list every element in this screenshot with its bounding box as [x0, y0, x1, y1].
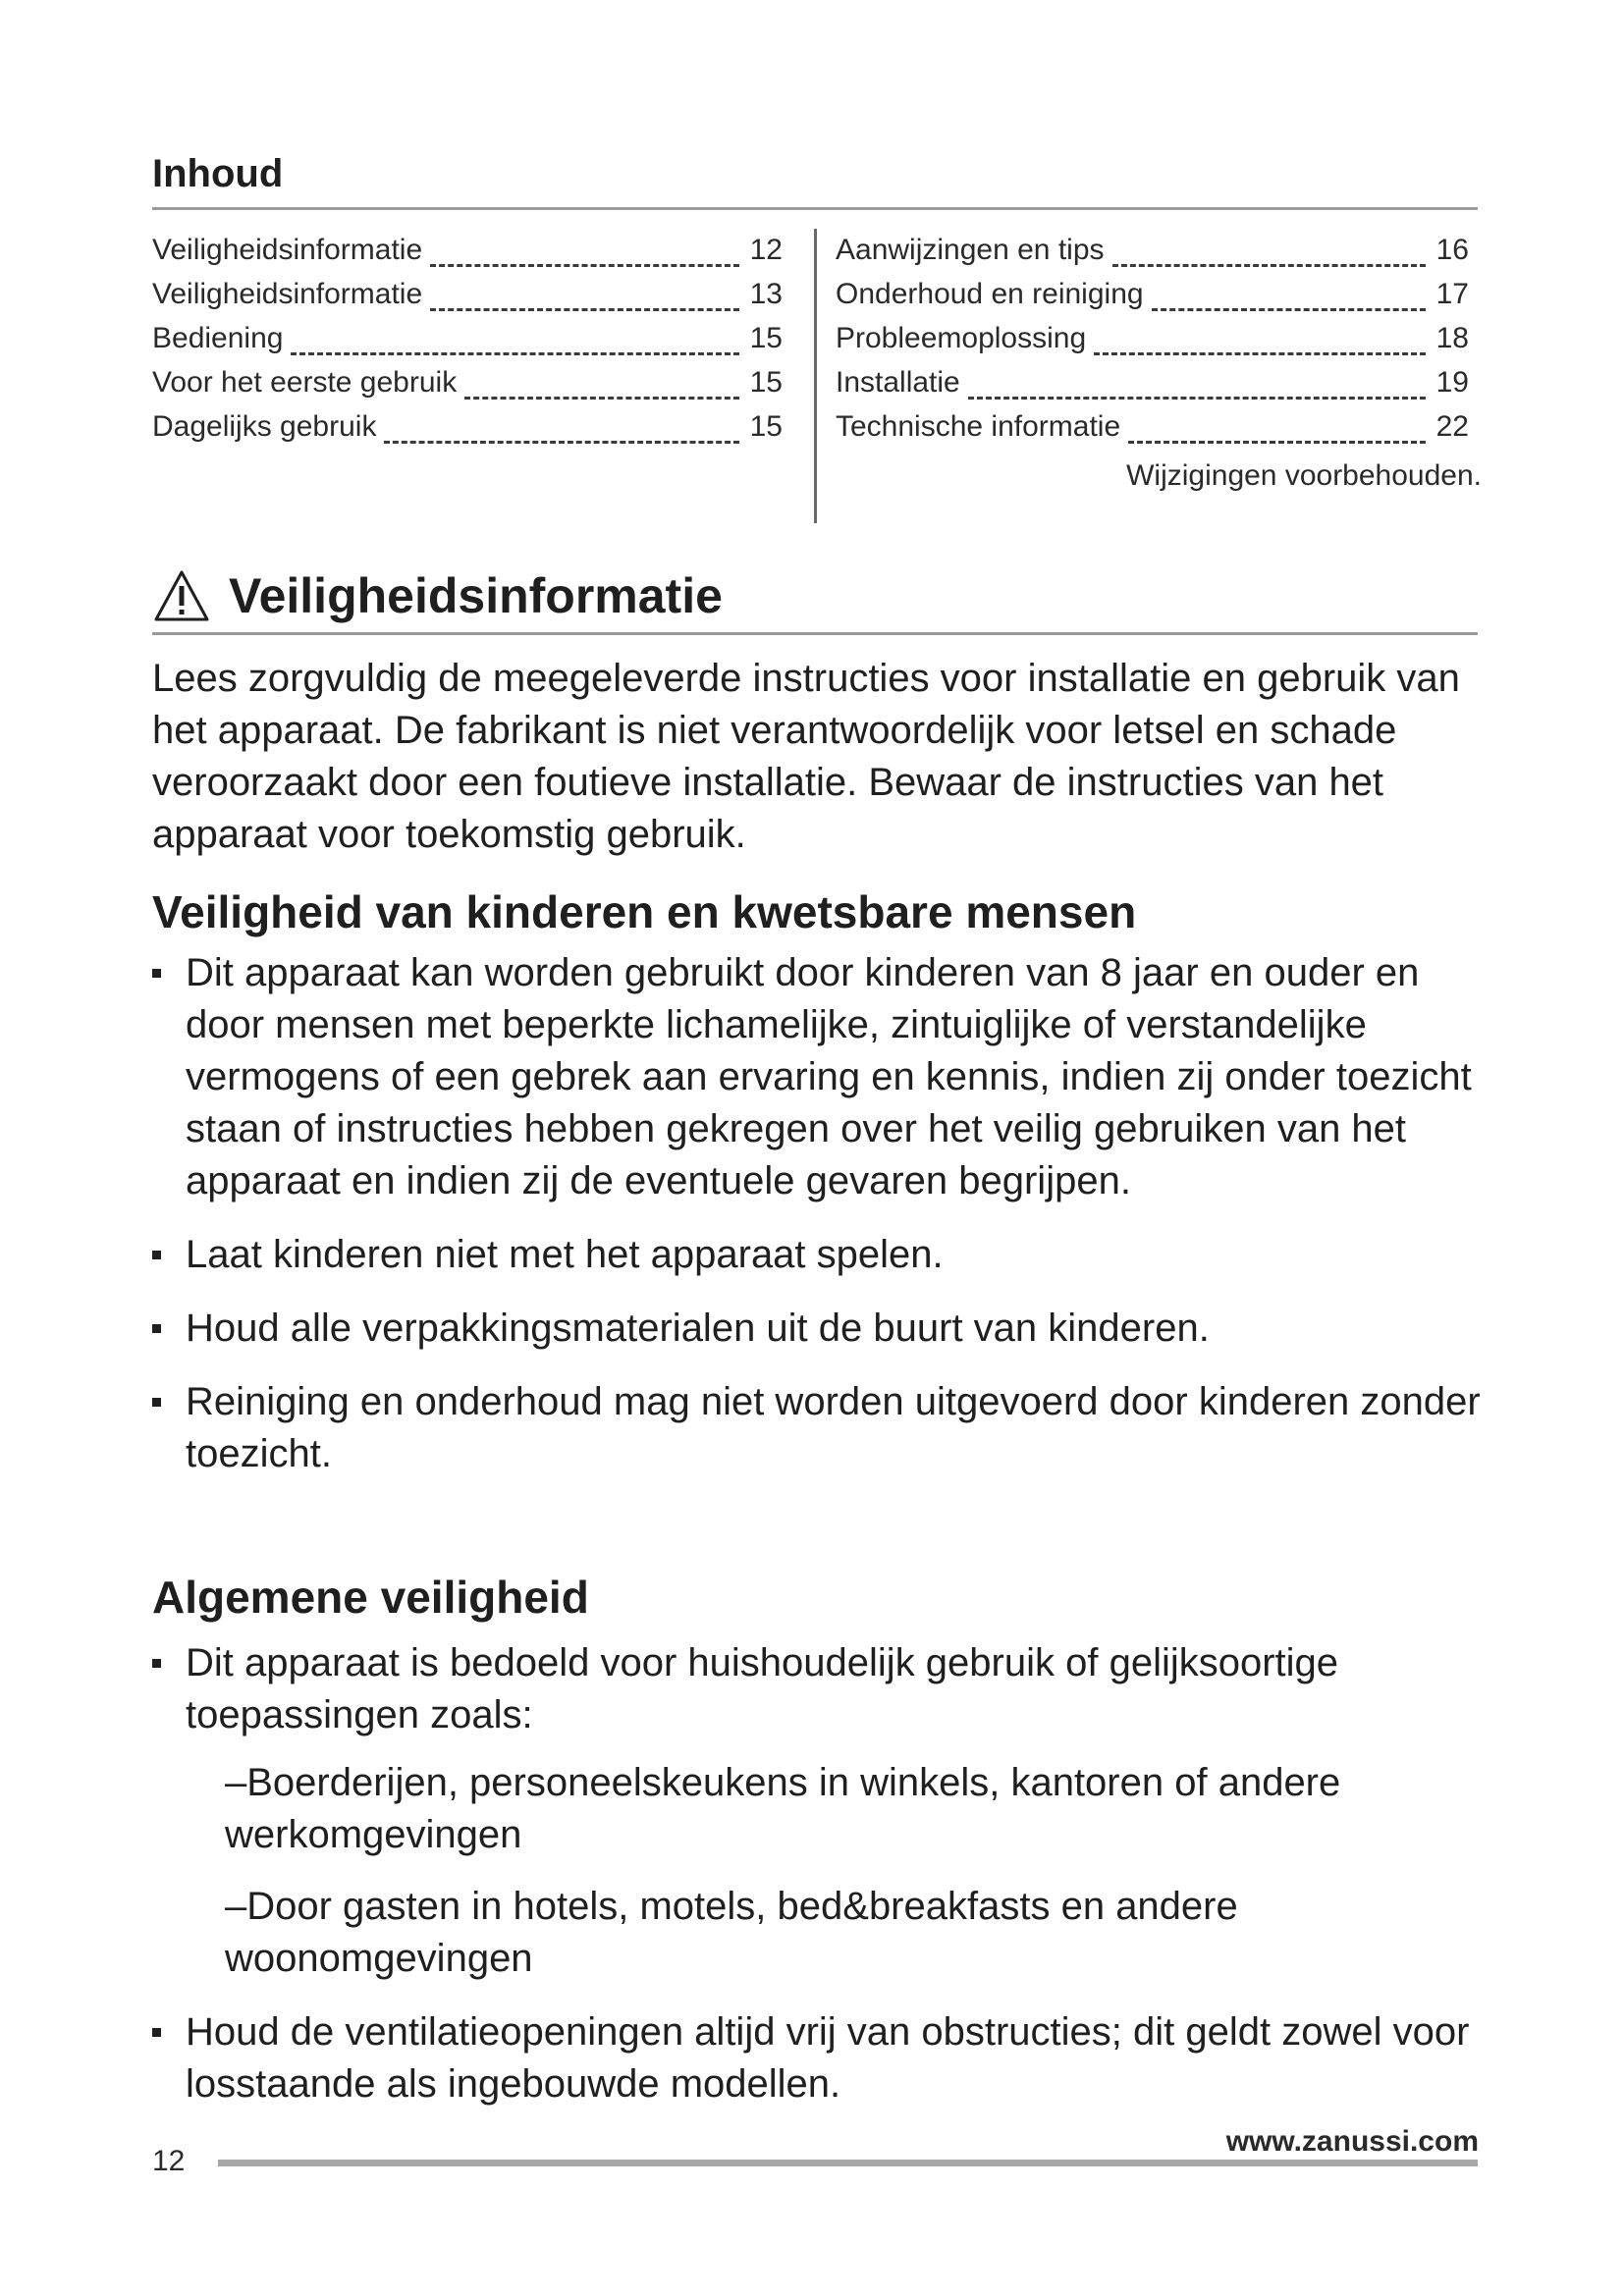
toc-entry-label: Veiligheidsinformatie [152, 278, 423, 310]
toc-entry-page: 15 [749, 366, 783, 399]
list-item-text: Dit apparaat is bedoeld voor huishoudelijk gebruik of gelijksoortige toepassingen zoals: [186, 1641, 1339, 1736]
changes-reserved-note: Wijzigingen voorbehouden. [1126, 459, 1482, 492]
toc-entry [836, 234, 1469, 278]
toc-entry-page: 17 [1435, 278, 1469, 310]
toc-column-divider [814, 229, 817, 523]
section-heading-safety [152, 567, 723, 624]
list-item [152, 2006, 1488, 2110]
list-item-text: Houd de ventilatieopeningen altijd vrij van obstructies; dit geldt zowel voor losstaande als ingebouwde modellen. [186, 2010, 1470, 2106]
subheading-general-safety: Algemene veiligheid [152, 1572, 589, 1623]
toc-entry-label: Dagelijks gebruik [152, 410, 377, 443]
toc-entry [836, 410, 1469, 454]
sub-list-item: –Door gasten in hotels, motels, bed&breakfasts en andere woonomgevingen [225, 1885, 1238, 1980]
toc-entry-page: 18 [1435, 322, 1469, 354]
bullet-icon [152, 1324, 161, 1333]
list-item-text: Houd alle verpakkingsmaterialen uit de buurt van kinderen. [186, 1307, 1210, 1350]
toc-leader [464, 397, 739, 400]
toc-entry-page: 22 [1435, 410, 1469, 443]
list-item [152, 1637, 1488, 1985]
toc-entry-page: 13 [749, 278, 783, 310]
toc-leader [968, 397, 1426, 400]
list-item [152, 1376, 1488, 1480]
toc-left-column [152, 234, 783, 454]
list-item-text: Reiniging en onderhoud mag niet worden uitgevoerd door kinderen zonder toezicht. [186, 1380, 1481, 1475]
footer-website: www.zanussi.com [1225, 2125, 1479, 2158]
toc-leader [1128, 441, 1426, 444]
toc-leader [384, 441, 739, 444]
bullet-icon [152, 2028, 161, 2037]
bullet-icon [152, 1398, 161, 1407]
bullet-icon [152, 1659, 161, 1668]
footer-bar [218, 2160, 1478, 2166]
toc-entry-page: 19 [1435, 366, 1469, 399]
subheading-children-safety: Veiligheid van kinderen en kwetsbare mensen [152, 886, 1137, 937]
toc-entry [152, 278, 783, 322]
toc-leader [1112, 264, 1426, 267]
list-item-text: Dit apparaat kan worden gebruikt door kinderen van 8 jaar en ouder en door mensen met beperkte lichamelijke, zintuiglijke of verstandelijke vermogens of een gebrek aan ervaring en kennis, indien zij onder toezicht staan of instructies hebben gekregen over het veilig gebruiken van het apparaat en indien zij de eventuele gevaren begrijpen. [186, 951, 1472, 1202]
toc-entry-label: Bediening [152, 322, 284, 354]
toc-entry-label: Aanwijzingen en tips [836, 234, 1105, 266]
toc-entry [836, 366, 1469, 410]
usage-examples-list [186, 1757, 1488, 1985]
toc-entry-page: 12 [749, 234, 783, 266]
toc-leader [430, 308, 739, 311]
toc-entry-label: Voor het eerste gebruik [152, 366, 458, 399]
toc-leader [1094, 352, 1426, 355]
list-item-text: Laat kinderen niet met het apparaat spelen. [186, 1233, 944, 1276]
toc-divider-line [152, 207, 1478, 210]
page-title: Veiligheidsinformatie [229, 568, 723, 623]
toc-entry-label: Probleemoplossing [836, 322, 1087, 354]
warning-triangle-icon [152, 568, 211, 623]
page-number: 12 [152, 2145, 186, 2177]
toc-entry [836, 322, 1469, 366]
intro-paragraph: Lees zorgvuldig de meegeleverde instructies voor installatie en gebruik van het apparaat. De fabrikant is niet verantwoordelijk voor letsel en schade veroorzaakt door een foutieve installatie. Bewaar de instructies van het apparaat voor toekomstig gebruik. [152, 657, 1460, 856]
toc-leader [291, 352, 739, 355]
toc-leader [1152, 308, 1426, 311]
list-item [152, 947, 1488, 1207]
toc-entry-page: 15 [749, 410, 783, 443]
toc-entry-label: Installatie [836, 366, 960, 399]
toc-entry-label: Technische informatie [836, 410, 1121, 443]
bullet-icon [152, 1251, 161, 1259]
general-safety-list [152, 1637, 1488, 2132]
toc-entry-page: 15 [749, 322, 783, 354]
toc-leader [430, 264, 739, 267]
toc-entry [152, 410, 783, 454]
toc-entry [152, 322, 783, 366]
toc-entry-label: Veiligheidsinformatie [152, 234, 423, 266]
toc-entry [152, 234, 783, 278]
toc-title: Inhoud [152, 152, 284, 195]
toc-entry [152, 366, 783, 410]
list-item [152, 1303, 1488, 1355]
list-item [152, 1229, 1488, 1281]
children-safety-list [152, 947, 1488, 1502]
bullet-icon [152, 969, 161, 978]
toc-right-column [836, 234, 1469, 454]
toc-entry-page: 16 [1435, 234, 1469, 266]
sub-list-item: –Boerderijen, personeelskeukens in winkels, kantoren of andere werkomgevingen [225, 1761, 1341, 1856]
toc-entry-label: Onderhoud en reiniging [836, 278, 1144, 310]
heading-divider-line [152, 632, 1478, 635]
toc-entry [836, 278, 1469, 322]
